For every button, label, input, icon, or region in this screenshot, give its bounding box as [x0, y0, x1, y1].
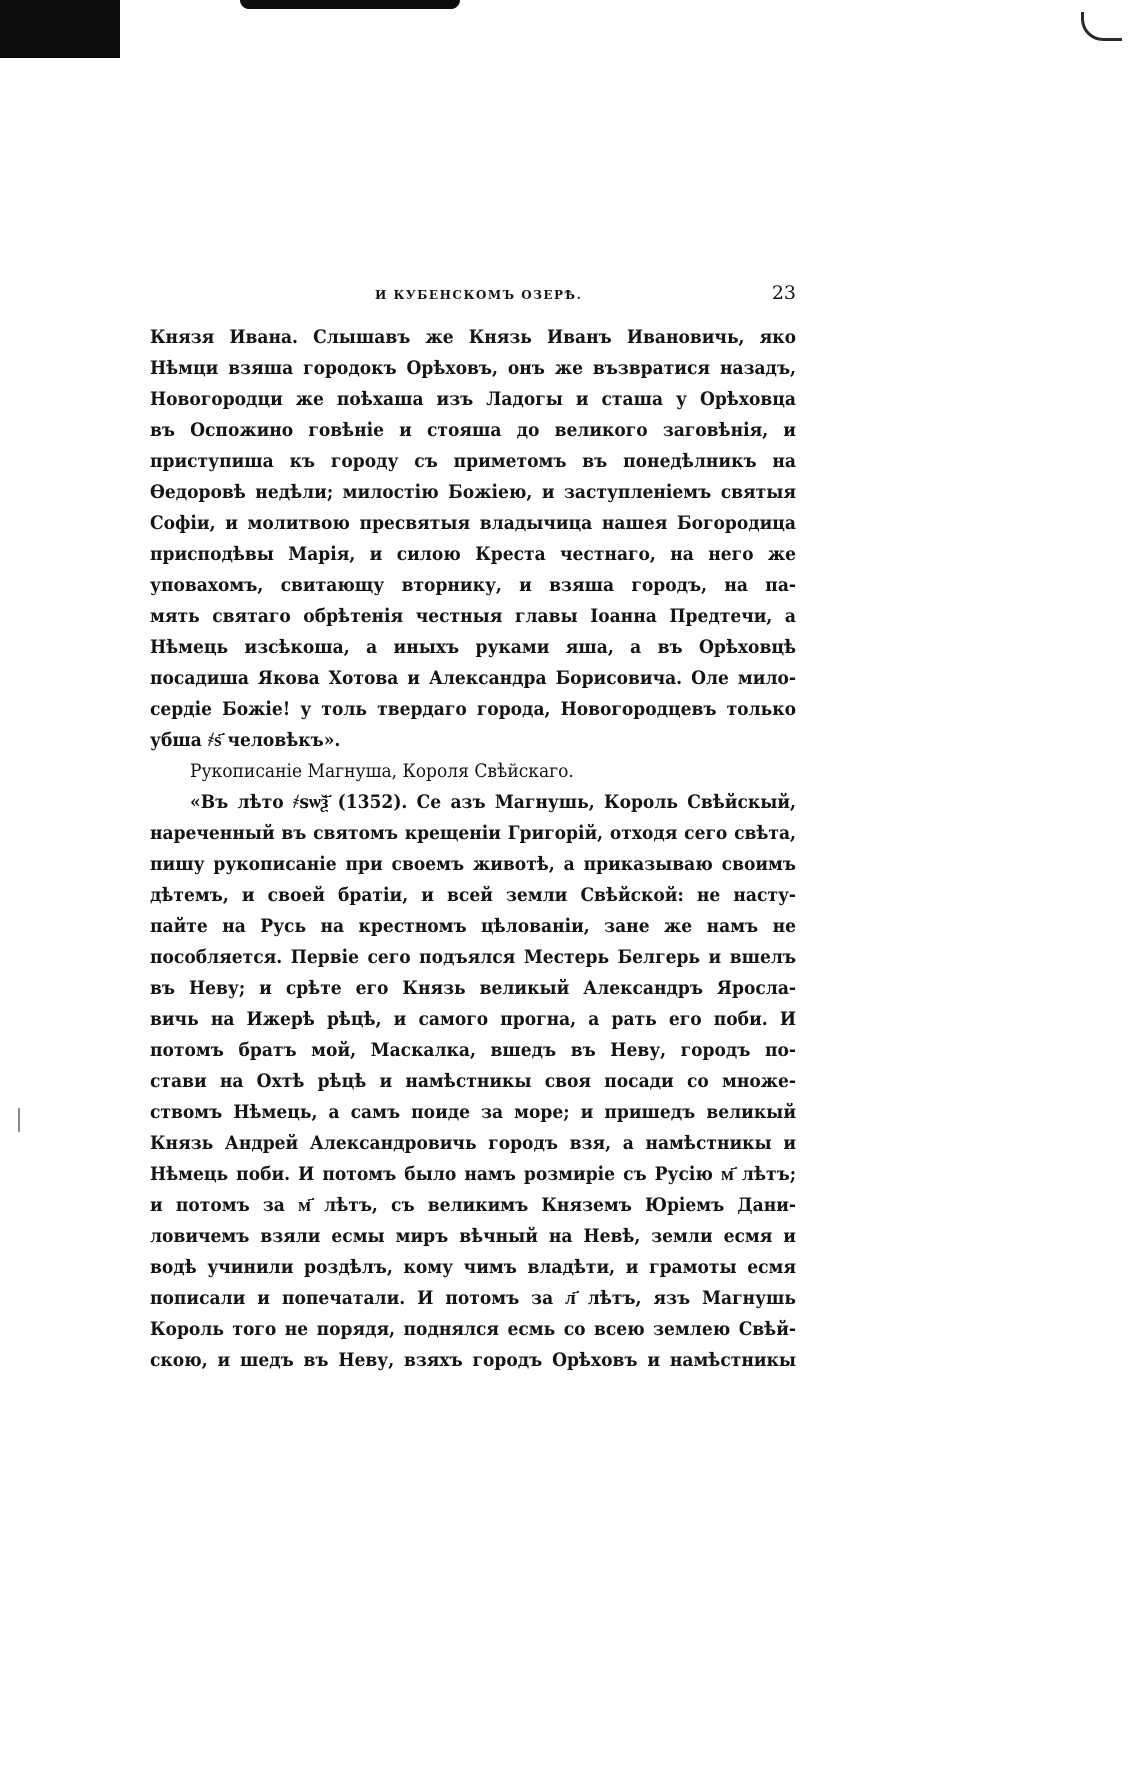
text-line: уповахомъ, свитающу вторнику, и взяша городъ, на па- — [150, 574, 796, 596]
scan-edge-mark-right — [1081, 12, 1122, 41]
text-line: и потомъ за м҃ лѣтъ, съ великимъ Княземъ Юріемъ Дани- — [150, 1194, 796, 1216]
text-line: Нѣмець изсѣкоша, а иныхъ руками яша, а въ Орѣховцѣ — [150, 636, 796, 658]
book-page — [150, 282, 796, 1376]
text-line: скою, и шедъ въ Неву, взяхъ городъ Орѣховъ и намѣстникы — [150, 1349, 796, 1371]
text-line: приступиша къ городу съ приметомъ въ понедѣлникъ на — [150, 450, 796, 472]
text-line: водѣ учинили роздѣлъ, кому чимъ владѣти, и грамоты есмя — [150, 1256, 796, 1278]
running-title: И КУБЕНСКОМЪ ОЗЕРѢ. — [375, 288, 583, 302]
text-line: въ Неву; и срѣте его Князь великый Александръ Яросла- — [150, 977, 796, 999]
scan-stray-mark — [18, 1108, 20, 1132]
page-number: 23 — [771, 282, 796, 304]
text-line: Ѳедоровѣ недѣли; милостію Божіею, и заступленіемъ святыя — [150, 481, 796, 503]
text-line: нареченный въ святомъ крещеніи Григорій, отходя сего свѣта, — [150, 822, 796, 844]
text-line: мять святаго обрѣтенія честныя главы Іоанна Предтечи, а — [150, 605, 796, 627]
section-heading: Рукописаніе Магнуша, Короля Свѣйскаго. — [190, 760, 574, 782]
text-line: ловичемъ взяли есмы миръ вѣчный на Невѣ, земли есмя и — [150, 1225, 796, 1247]
text-line: пописали и попечатали. И потомъ за л҃ лѣтъ, язъ Магнушь — [150, 1287, 796, 1309]
text-line: Софіи, и молитвою пресвятыя владычица нашея Богородица — [150, 512, 796, 534]
text-line: стави на Охтѣ рѣцѣ и намѣстникы своя посади со множе- — [150, 1070, 796, 1092]
text-line: Нѣмець поби. И потомъ было намъ розмиріе съ Русію м҃ лѣтъ; — [150, 1163, 796, 1185]
text-line: дѣтемъ, и своей братіи, и всей земли Свѣйской: не насту- — [150, 884, 796, 906]
text-line: сердіе Божіе! у толь твердаго города, Новогородцевъ только — [150, 698, 796, 720]
text-line: пишу рукописаніе при своемъ животѣ, а приказываю своимъ — [150, 853, 796, 875]
text-line: Король того не порядя, поднялся есмь со всею землею Свѣй- — [150, 1318, 796, 1340]
text-line: посадиша Якова Хотова и Александра Борисовича. Оле мило- — [150, 667, 796, 689]
text-line: Нѣмци взяша городокъ Орѣховъ, онъ же възвратися назадъ, — [150, 357, 796, 379]
text-line: ствомъ Нѣмець, а самъ поиде за море; и пришедъ великый — [150, 1101, 796, 1123]
text-line: Новогородци же поѣхаша изъ Ладогы и сташа у Орѣховца — [150, 388, 796, 410]
text-line: Князя Ивана. Слышавъ же Князь Иванъ Ивановичь, яко — [150, 326, 796, 348]
text-line: присподѣвы Марія, и силою Креста честнаго, на него же — [150, 543, 796, 565]
text-line: вичь на Ижерѣ рѣцѣ, и самого прогна, а рать его поби. И — [150, 1008, 796, 1030]
text-line: пайте на Русь на крестномъ цѣлованіи, зане же намъ не — [150, 915, 796, 937]
text-line: потомъ братъ мой, Маскалка, вшедъ въ Неву, городъ по- — [150, 1039, 796, 1061]
document-paragraph — [150, 787, 796, 1376]
text-line: въ Оспожино говѣніе и стояша до великого заговѣнія, и — [150, 419, 796, 441]
text-line: Князь Андрей Александровичь городъ взя, а намѣстникы и — [150, 1132, 796, 1154]
text-line: «Въ лѣто ҂ѕѡѯ҃ (1352). Се азъ Магнушь, Король Свѣйскый, — [190, 791, 796, 813]
text-line: убша ҂ѕ҃ человѣкъ». — [150, 729, 341, 751]
running-header — [150, 282, 796, 322]
chronicle-paragraph — [150, 322, 796, 756]
text-line: пособляется. Первіе сего подъялся Местерь Белгерь и вшелъ — [150, 946, 796, 968]
scan-edge-mark-left — [0, 0, 120, 58]
